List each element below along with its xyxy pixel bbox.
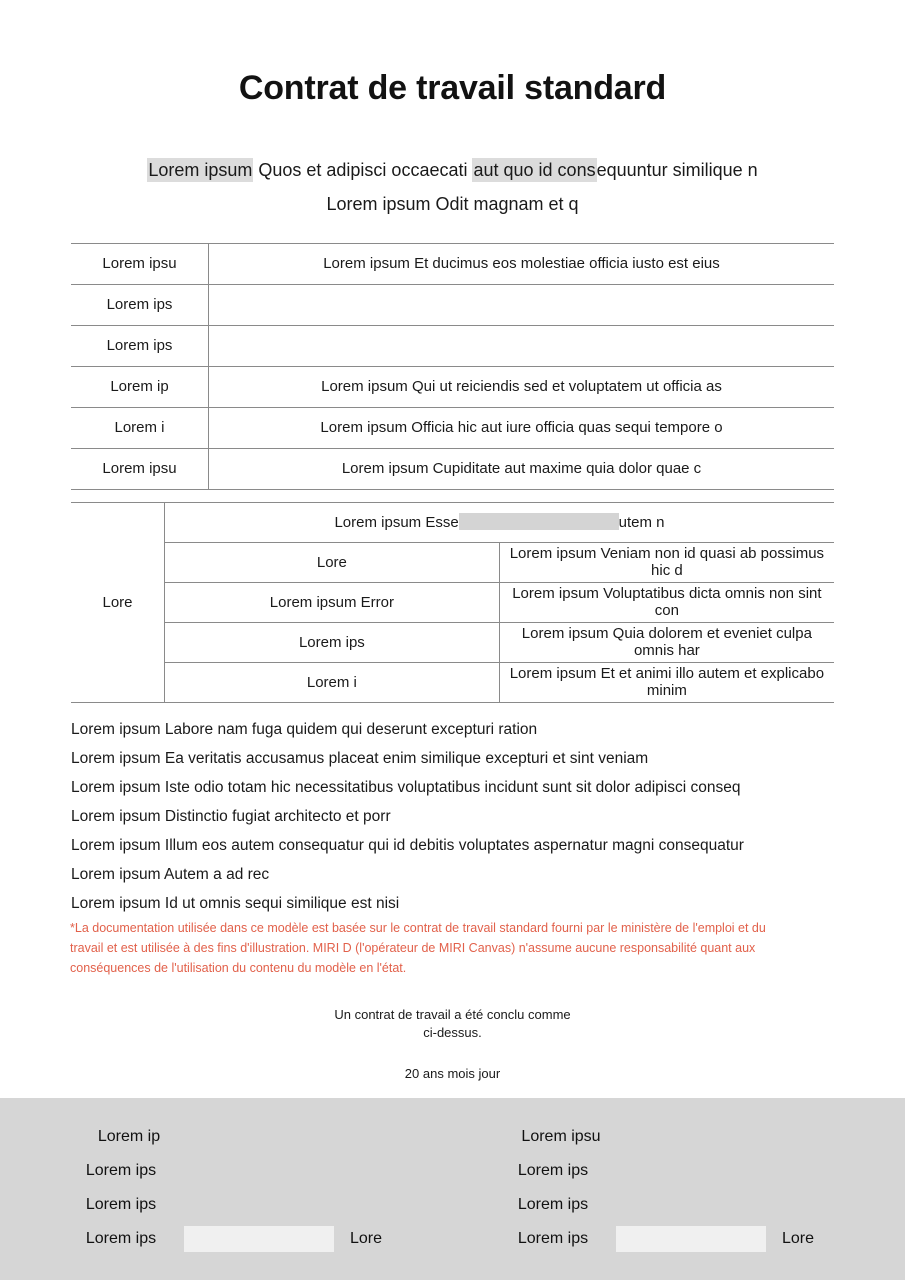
signature-columns: [0, 1098, 905, 1256]
subtitle-text-1: Quos et adipisci occaecati: [253, 159, 473, 180]
table2-label-1: Lorem ipsum Error: [165, 582, 500, 622]
signature-label: Lorem ips: [85, 1230, 157, 1247]
subtitle-text-2: equuntur similique n: [596, 159, 758, 180]
signature-label: Lorem ips: [85, 1162, 157, 1179]
signature-label: Lorem ips: [517, 1196, 589, 1213]
page-title: Contrat de travail standard: [238, 69, 667, 107]
table2-header-cell: [165, 502, 835, 542]
table1-label-0: Lorem ipsu: [71, 243, 209, 284]
signature-suffix: Lore: [782, 1230, 815, 1247]
signature-label: Lorem ipsu: [521, 1128, 601, 1145]
subtitle-line-1: [0, 153, 905, 187]
table2-label-3: Lorem i: [165, 662, 500, 702]
table1-label-1: Lorem ips: [71, 284, 209, 325]
table2-value-2: Lorem ipsum Quia dolorem et eveniet culpa omnis har: [499, 622, 834, 662]
subtitle-highlight-1: Lorem ipsum: [148, 159, 253, 180]
body-line: Lorem ipsum Id ut omnis sequi similique est nisi: [71, 894, 400, 912]
signature-row: [452, 1120, 904, 1154]
table-row: [71, 582, 834, 622]
body-paragraph-list: [71, 715, 834, 918]
table2-side-label: Lore: [71, 502, 165, 702]
table1-value-2: [209, 325, 835, 366]
subtitle-line-2: Lorem ipsum Odit magnam et q: [326, 193, 579, 214]
table1-value-5: Lorem ipsum Cupiditate aut maxime quia dolor quae c: [209, 448, 835, 489]
table-row: [71, 502, 834, 542]
table-row: [71, 448, 834, 489]
redaction-block: [459, 513, 619, 530]
table1-wrapper: [71, 243, 834, 490]
signature-row: [0, 1154, 452, 1188]
table1-label-3: Lorem ip: [71, 366, 209, 407]
body-line: Lorem ipsum Illum eos autem consequatur qui id debitis voluptates aspernatur magni consequatur: [71, 836, 744, 854]
table-row: [71, 542, 834, 582]
signature-row: [0, 1188, 452, 1222]
signature-row: [0, 1222, 452, 1256]
table-row: [71, 284, 834, 325]
signature-label: Lorem ips: [85, 1196, 157, 1213]
signature-footer: [0, 1098, 905, 1280]
closing-line-1: Un contrat de travail a été conclu comme: [334, 1006, 571, 1022]
info-table-2: [71, 502, 834, 703]
table-row: [71, 407, 834, 448]
subtitle-block: [0, 153, 905, 221]
info-table-1: [71, 243, 834, 490]
table1-value-1: [209, 284, 835, 325]
signature-row: [452, 1154, 904, 1188]
table-row: [71, 622, 834, 662]
signature-row: [452, 1222, 904, 1256]
table1-label-2: Lorem ips: [71, 325, 209, 366]
body-line: Lorem ipsum Iste odio totam hic necessitatibus voluptatibus incidunt sunt sit dolor adipisci conseq: [71, 778, 741, 796]
body-line: Lorem ipsum Distinctio fugiat architecto et porr: [71, 807, 391, 825]
closing-date: 20 ans mois jour: [404, 1065, 501, 1081]
signature-input-right[interactable]: [616, 1226, 766, 1252]
signature-label: Lorem ips: [517, 1230, 589, 1247]
table1-value-4: Lorem ipsum Officia hic aut iure officia quas sequi tempore o: [209, 407, 835, 448]
table2-label-0: Lore: [165, 542, 500, 582]
signature-label: Lorem ip: [97, 1128, 161, 1145]
body-line: Lorem ipsum Ea veritatis accusamus placeat enim similique excepturi et sint veniam: [71, 749, 649, 767]
table1-value-0: Lorem ipsum Et ducimus eos molestiae officia iusto est eius: [209, 243, 835, 284]
table1-label-5: Lorem ipsu: [71, 448, 209, 489]
table2-header-suffix: utem n: [618, 514, 665, 532]
signature-column-left: [0, 1120, 452, 1256]
body-line: Lorem ipsum Labore nam fuga quidem qui deserunt excepturi ration: [71, 720, 538, 738]
table1-value-3: Lorem ipsum Qui ut reiciendis sed et voluptatem ut officia as: [209, 366, 835, 407]
table2-header-prefix: Lorem ipsum Esse: [334, 514, 459, 532]
table-row: [71, 366, 834, 407]
signature-column-right: [452, 1120, 904, 1256]
table2-value-3: Lorem ipsum Et et animi illo autem et explicabo minim: [499, 662, 834, 702]
table1-label-4: Lorem i: [71, 407, 209, 448]
closing-line-2: ci-dessus.: [423, 1024, 482, 1040]
table1-body: [71, 243, 834, 489]
signature-row: [452, 1188, 904, 1222]
signature-suffix: Lore: [350, 1230, 383, 1247]
table-row: [71, 662, 834, 702]
disclaimer-text: *La documentation utilisée dans ce modèle est basée sur le contrat de travail standard fourni par le ministère de l'emploi et du travail et est utilisée à des fins d'illustration. MIRI D (l'opérateur de MIRI Canvas) n'assume aucune responsabilité quant aux conséquences de l'utilisation du contenu du modèle en l'état.: [70, 920, 766, 975]
signature-row: [0, 1120, 452, 1154]
table2-value-1: Lorem ipsum Voluptatibus dicta omnis non sint con: [499, 582, 834, 622]
closing-statement: [0, 1006, 905, 1042]
table2-value-0: Lorem ipsum Veniam non id quasi ab possimus hic d: [499, 542, 834, 582]
table2-wrapper: [71, 502, 834, 703]
subtitle-highlight-2: aut quo id cons: [473, 159, 596, 180]
table2-body: [71, 502, 834, 702]
table-row: [71, 243, 834, 284]
table2-label-2: Lorem ips: [165, 622, 500, 662]
signature-input-left[interactable]: [184, 1226, 334, 1252]
table-row: [71, 325, 834, 366]
body-line: Lorem ipsum Autem a ad rec: [71, 865, 270, 883]
signature-label: Lorem ips: [517, 1162, 589, 1179]
